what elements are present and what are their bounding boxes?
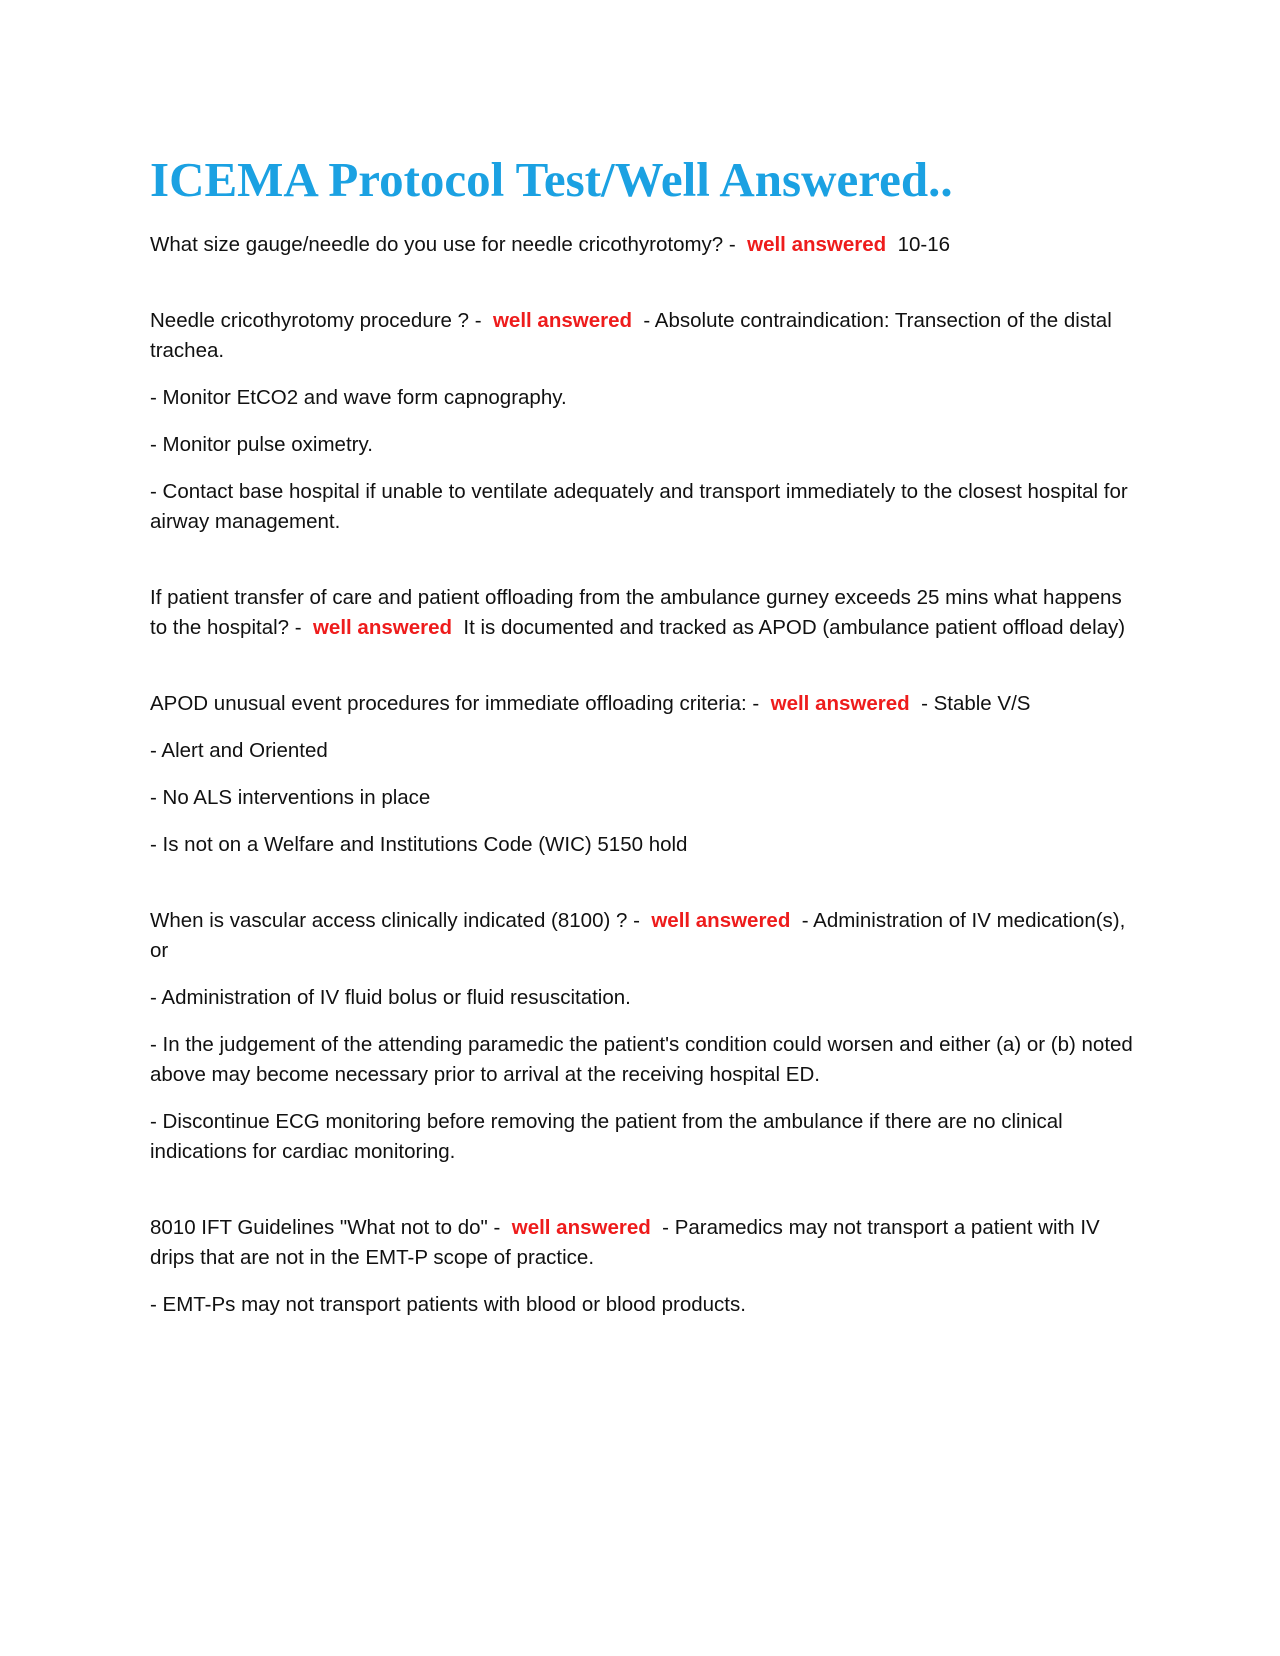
qa-item <box>150 583 1135 643</box>
question-text: When is vascular access clinically indicated (8100) ? - <box>150 909 640 932</box>
answer-continuation: - Alert and Oriented <box>150 739 328 762</box>
question-text: APOD unusual event procedures for immediate offloading criteria: - <box>150 692 760 715</box>
answer-continuation: - Contact base hospital if unable to ventilate adequately and transport immediately to the closest hospital for airway management. <box>150 480 1128 533</box>
question-text: Needle cricothyrotomy procedure ? - <box>150 309 482 332</box>
answer-label: well answered <box>770 692 910 715</box>
qa-question-paragraph <box>150 1213 1135 1273</box>
answer-text: - Absolute contraindication: Transection of the distal trachea. <box>150 309 1112 362</box>
answer-continuation: - Monitor EtCO2 and wave form capnography. <box>150 386 567 409</box>
qa-item <box>150 230 1135 260</box>
answer-text: 10-16 <box>897 233 950 256</box>
question-text: If patient transfer of care and patient offloading from the ambulance gurney exceeds 25 mins what happens to the hospital? - <box>150 586 1122 639</box>
answer-text: - Stable V/S <box>921 692 1031 715</box>
qa-item <box>150 906 1135 1167</box>
answer-continuation: - Administration of IV fluid bolus or fluid resuscitation. <box>150 986 631 1009</box>
answer-text: It is documented and tracked as APOD (ambulance patient offload delay) <box>463 616 1126 639</box>
answer-label: well answered <box>511 1216 651 1239</box>
qa-item <box>150 306 1135 537</box>
answer-label: well answered <box>747 233 887 256</box>
answer-continuation: - Discontinue ECG monitoring before removing the patient from the ambulance if there are no clinical indications for cardiac monitoring. <box>150 1110 1063 1163</box>
qa-question-paragraph <box>150 306 1135 366</box>
qa-item <box>150 689 1135 860</box>
page-title: ICEMA Protocol Test/Well Answered.. <box>150 152 953 207</box>
answer-text: - Paramedics may not transport a patient with IV drips that are not in the EMT-P scope of practice. <box>150 1216 1100 1269</box>
document-body <box>150 150 1135 1337</box>
answer-continuation: - Is not on a Welfare and Institutions Code (WIC) 5150 hold <box>150 833 688 856</box>
qa-question-paragraph <box>150 689 1135 719</box>
answer-label: well answered <box>312 616 452 639</box>
answer-continuation: - No ALS interventions in place <box>150 786 431 809</box>
answer-continuation: - EMT-Ps may not transport patients with blood or blood products. <box>150 1293 746 1316</box>
answer-continuation: - Monitor pulse oximetry. <box>150 433 373 456</box>
answer-continuation: - In the judgement of the attending paramedic the patient's condition could worsen and either (a) or (b) noted above may become necessary prior to arrival at the receiving hospital ED. <box>150 1033 1133 1086</box>
qa-question-paragraph <box>150 906 1135 966</box>
qa-question-paragraph <box>150 583 1135 643</box>
question-text: What size gauge/needle do you use for needle cricothyrotomy? - <box>150 233 736 256</box>
qa-question-paragraph <box>150 230 1135 260</box>
answer-text: - Administration of IV medication(s), or <box>150 909 1126 962</box>
answer-label: well answered <box>492 309 632 332</box>
question-text: 8010 IFT Guidelines "What not to do" - <box>150 1216 501 1239</box>
qa-item <box>150 1213 1135 1320</box>
answer-label: well answered <box>651 909 791 932</box>
